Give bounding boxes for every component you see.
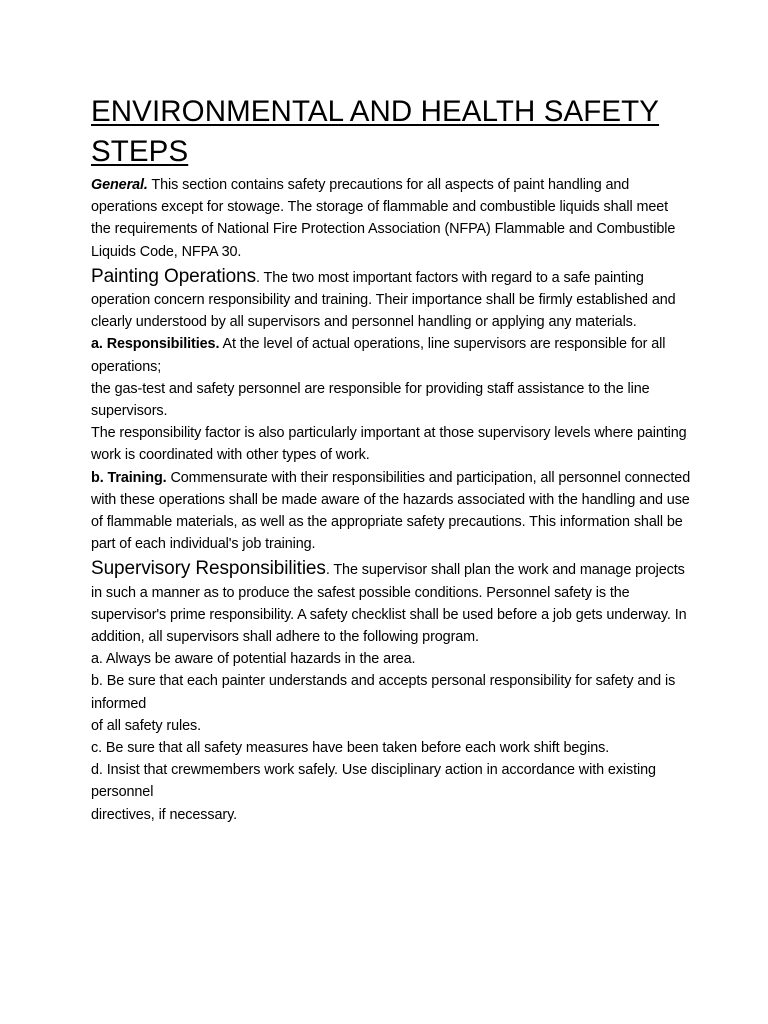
general-lead: General.	[91, 177, 148, 193]
document-title	[91, 92, 691, 172]
responsibilities-paragraph	[91, 333, 691, 377]
painting-operations-paragraph	[91, 266, 691, 334]
responsibilities-lead: a. Responsibilities.	[91, 336, 220, 353]
painting-operations-text: . The two most important factors with regard to a safe painting operation concern responsibility and training. Their importance shall be firmly established and clearly understood by all supervisors and personnel handling or applying any materials.	[91, 269, 676, 331]
painting-operations-heading: Painting Operations	[91, 265, 256, 287]
supervisory-responsibilities-heading: Supervisory Responsibilities	[91, 558, 326, 580]
list-item-b-line-1: b. Be sure that each painter understands and accepts personal responsibility for safety and is informed	[91, 673, 676, 712]
supervisory-responsibilities-text: . The supervisor shall plan the work and manage projects in such a manner as to produce the safest possible conditions. Personnel safety is the supervisor's prime responsibility. A safety checklist shall be used before a job gets underway. In addition, all supervisors shall adhere to the following program.	[91, 562, 687, 646]
general-text: This section contains safety precautions for all aspects of paint handling and operations except for stowage. The storage of flammable and combustible liquids shall meet the requirements of National Fire Protection Association (NFPA) Flammable and Combustible Liquids Code, NFPA 30.	[91, 177, 676, 260]
supervisory-responsibilities-paragraph	[91, 558, 691, 648]
training-text: Commensurate with their responsibilities and participation, all personnel connected with these operations shall be made aware of the hazards associated with the handling and use of flammable materials, as well as the appropriate safety precautions. This information shall be part of each individual's job training.	[91, 469, 691, 553]
responsibilities-text: At the level of actual operations, line supervisors are responsible for all operations;	[91, 336, 666, 375]
list-item-d-line-2: directives, if necessary.	[91, 806, 237, 823]
document-page	[91, 92, 691, 826]
training-paragraph	[91, 467, 691, 556]
list-item-c: c. Be sure that all safety measures have been taken before each work shift begins.	[91, 740, 610, 757]
gas-test-paragraph: the gas-test and safety personnel are responsible for providing staff assistance to the line supervisors.	[91, 380, 650, 420]
document-title-line-1: ENVIRONMENTAL AND HEALTH SAFETY	[91, 95, 660, 128]
list-item-d-line-1: d. Insist that crewmembers work safely. Use disciplinary action in accordance with existing personnel	[91, 762, 656, 801]
general-paragraph	[91, 174, 691, 263]
list-item-b-line-2: of all safety rules.	[91, 717, 201, 734]
responsibility-factor-paragraph: The responsibility factor is also particularly important at those supervisory levels where painting work is coordinated with other types of work.	[91, 425, 687, 464]
training-lead: b. Training.	[91, 469, 167, 486]
list-item-a: a. Always be aware of potential hazards in the area.	[91, 651, 416, 668]
document-title-line-2: STEPS	[91, 135, 189, 168]
